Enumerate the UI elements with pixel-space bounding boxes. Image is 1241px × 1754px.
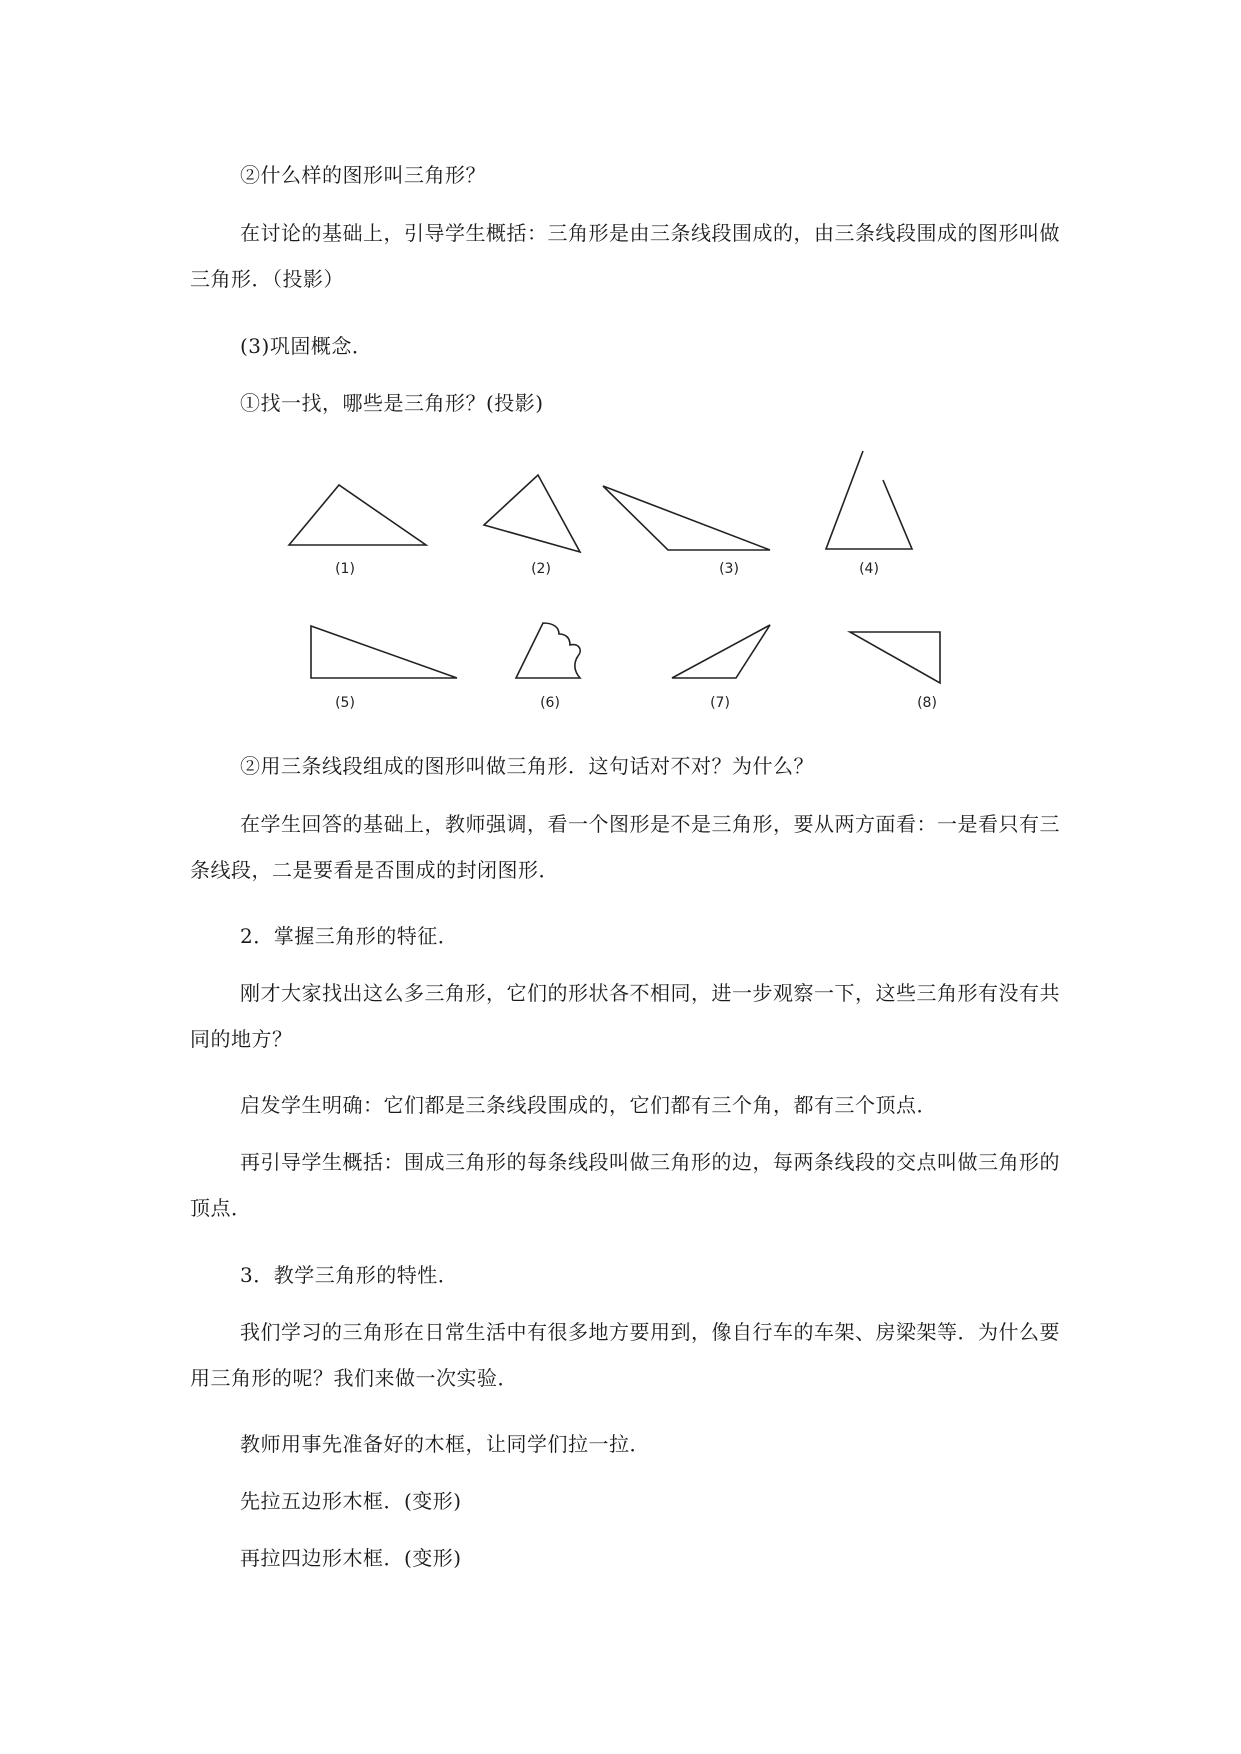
figure-label-7: (7) — [710, 695, 730, 711]
sides-vertices-definition-paragraph: 再引导学生概括：围成三角形的每条线段叫做三角形的边，每两条线段的交点叫做三角形的顶点． — [190, 1150, 1060, 1220]
figure-shape-8 — [850, 632, 940, 683]
figure-label-2: (2) — [531, 561, 551, 577]
section-2-heading: 2．掌握三角形的特征． — [240, 924, 459, 948]
daily-life-paragraph: 我们学习的三角形在日常生活中有很多地方要用到，像自行车的车架、房梁架等．为什么要用三角形的呢？我们来做一次实验． — [190, 1320, 1060, 1390]
teacher-emphasis-paragraph: 在学生回答的基础上，教师强调，看一个图形是不是三角形，要从两方面看：一是看只有三条线段，二是要看是否围成的封闭图形． — [190, 812, 1060, 882]
consolidate-concept-heading: (3)巩固概念． — [240, 334, 373, 358]
quadrilateral-frame-line: 再拉四边形木框．(变形) — [240, 1546, 462, 1570]
figure-shape-2 — [484, 475, 580, 552]
figure-shape-5 — [311, 626, 457, 678]
wooden-frame-paragraph: 教师用事先准备好的木框，让同学们拉一拉． — [240, 1432, 650, 1456]
figure-label-4: (4) — [859, 561, 879, 577]
figure-label-8: (8) — [917, 695, 937, 711]
section-3-heading: 3．教学三角形的特性． — [240, 1263, 459, 1287]
inspire-students-paragraph: 启发学生明确：它们都是三条线段围成的，它们都有三个角，都有三个顶点． — [240, 1093, 937, 1117]
triangle-candidates-figure — [0, 0, 1241, 740]
statement-question: ②用三条线段组成的图形叫做三角形．这句话对不对？为什么？ — [240, 754, 814, 778]
figure-shape-3 — [603, 486, 770, 550]
find-triangles-question: ①找一找，哪些是三角形？(投影) — [240, 391, 544, 415]
figure-shape-4-open — [826, 451, 912, 549]
observe-shapes-paragraph: 刚才大家找出这么多三角形，它们的形状各不相同，进一步观察一下，这些三角形有没有共同的地方？ — [190, 981, 1060, 1051]
figure-shape-1 — [289, 485, 426, 545]
figure-shape-7 — [672, 625, 770, 678]
figure-label-3: (3) — [719, 561, 739, 577]
figure-shape-6-curved — [516, 623, 580, 678]
pentagon-frame-line: 先拉五边形木框．(变形) — [240, 1489, 462, 1513]
question-what-is-triangle: ②什么样的图形叫三角形？ — [240, 163, 486, 187]
figure-label-5: (5) — [335, 695, 355, 711]
figure-label-6: (6) — [540, 695, 560, 711]
triangle-definition-paragraph: 在讨论的基础上，引导学生概括：三角形是由三条线段围成的，由三条线段围成的图形叫做三角形．（投影） — [190, 221, 1060, 291]
figure-label-1: (1) — [335, 561, 355, 577]
